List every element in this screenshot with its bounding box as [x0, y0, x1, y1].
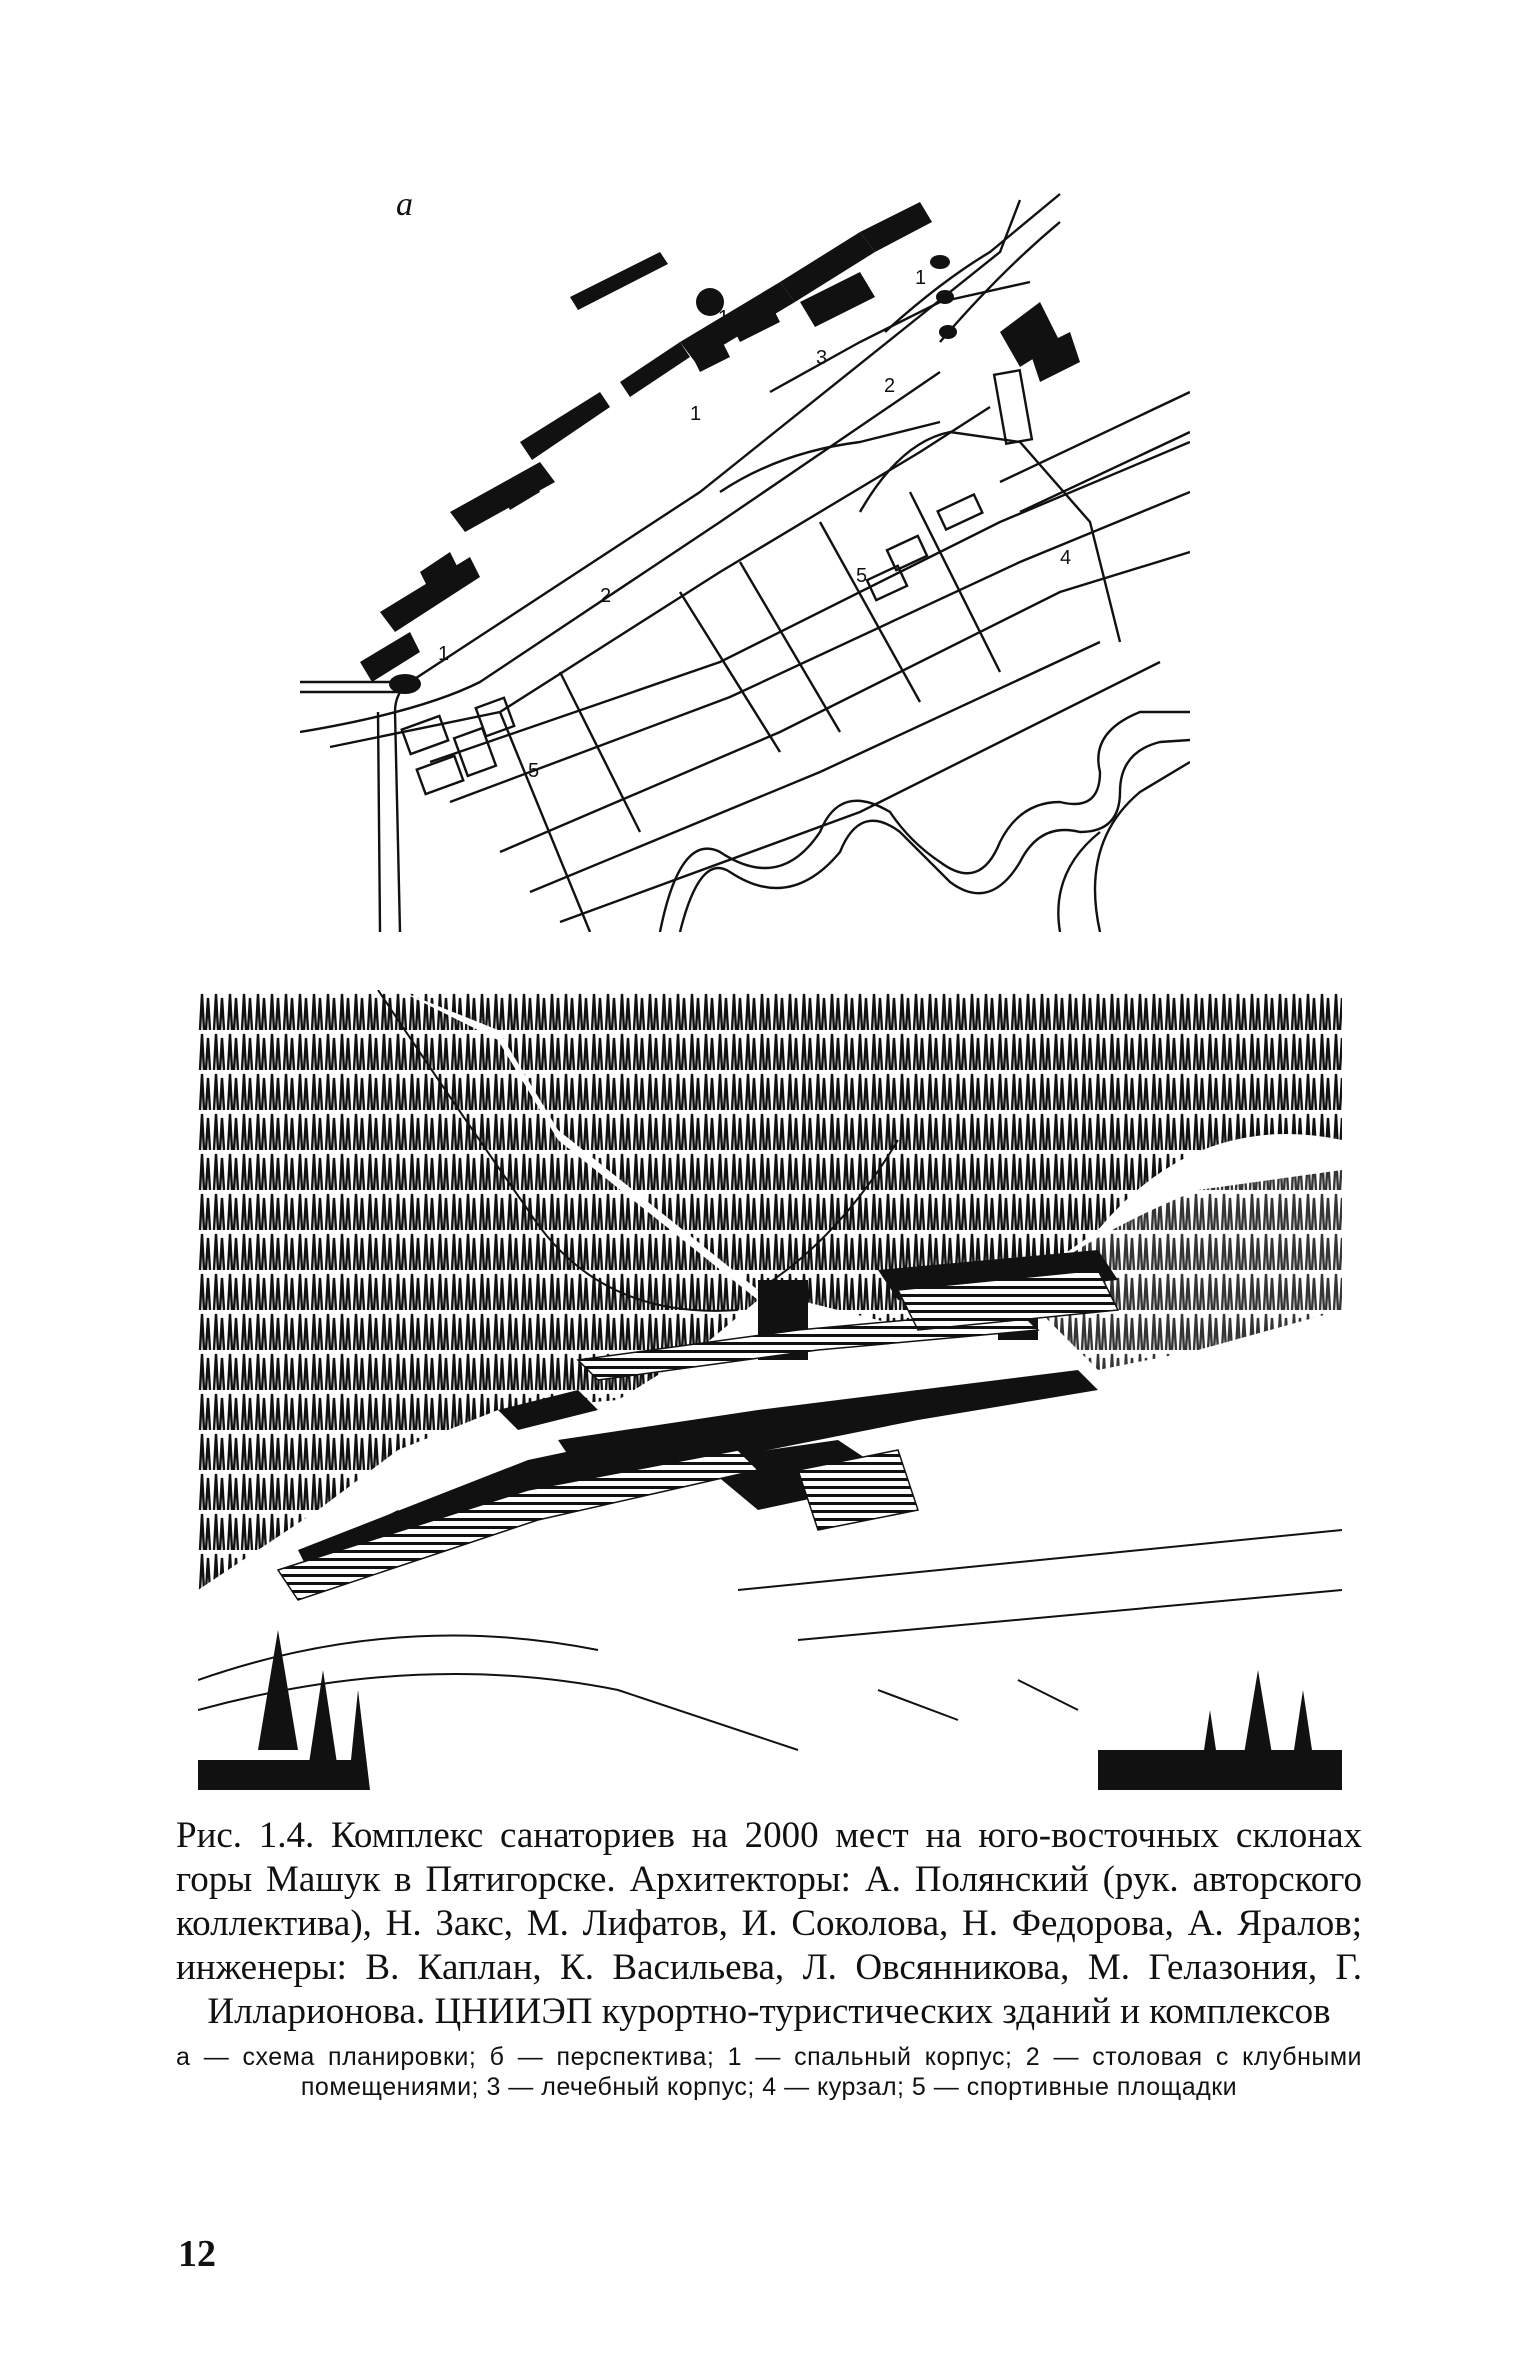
caption-legend: а — схема планировки; б — перспектива; 1 — спальный корпус; 2 — столовая с клубными помещениями; 3 — лечебный корпус; 4 — курзал; 5 — спортивные площадки: [176, 2043, 1362, 2101]
plan-label-4: 4: [1060, 547, 1072, 569]
plan-label-5: 5: [528, 760, 540, 782]
caption-title: Комплекс санаториев на 2000 мест на юго-восточных склонах горы Машук в Пятигорске. Архитекторы: А. Полянский (рук. авторского коллектива), Н. Закс, М. Лифатов, И. Соколова, Н. Федорова, А. Яралов; инженеры: В. Каплан, К. Васильева, Л. Овсянникова, М. Гелазония, Г. Илларионова. ЦНИИЭП курортно-туристических зданий и комплексов: [176, 1815, 1362, 2032]
plan-label-1: 1: [438, 643, 450, 665]
caption-figure-number: Рис. 1.4.: [176, 1815, 315, 1856]
site-plan-drawing: [300, 192, 1190, 932]
plan-label-1: 1: [690, 403, 702, 425]
plan-label-2: 2: [884, 375, 896, 397]
perspective-drawing: [198, 990, 1342, 1790]
plan-label-2: 2: [600, 585, 612, 607]
page-number: 12: [178, 2233, 216, 2275]
plan-label-1: 1: [915, 267, 927, 289]
plan-label-1: 1: [718, 307, 730, 329]
plan-label-3: 3: [816, 347, 828, 369]
plan-label-5: 5: [856, 565, 868, 587]
caption-main: [176, 1814, 1362, 2034]
figure-part-a-label: а: [396, 186, 413, 223]
figure-caption: [176, 1814, 1362, 2102]
